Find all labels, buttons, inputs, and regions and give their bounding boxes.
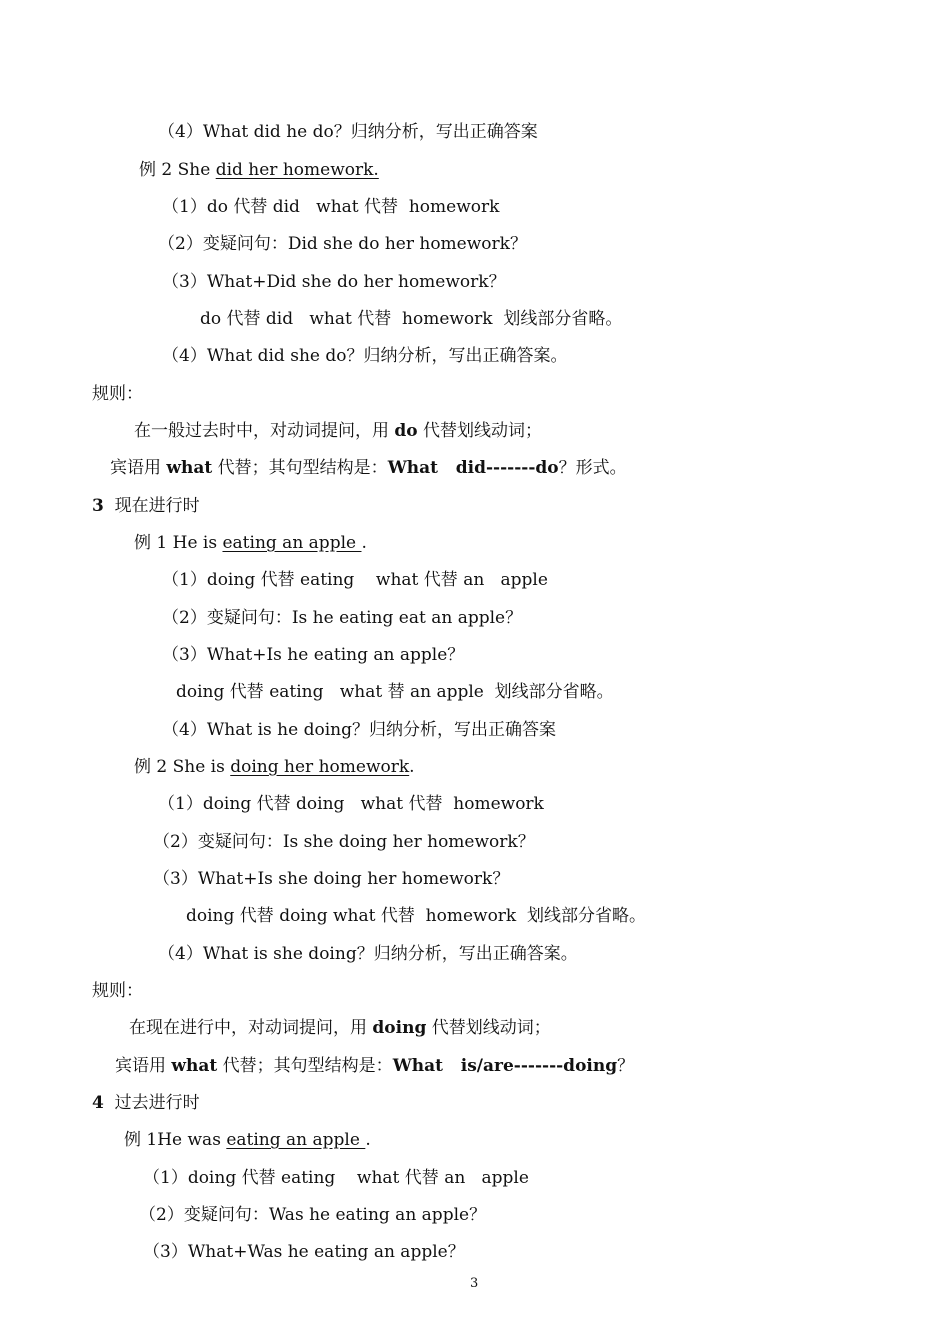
section-heading: 规则： <box>92 384 143 404</box>
text-line: （2）变疑问句：Did she do her homework？ <box>158 234 527 254</box>
text-line: do 代替 did what 代替 homework 划线部分省略。 <box>200 309 623 329</box>
text-line: （3）What+Did she do her homework？ <box>162 272 506 292</box>
underlined-phrase: eating an apple <box>222 533 362 553</box>
text-line: （4）What is she doing？归纳分析，写出正确答案。 <box>158 944 578 964</box>
section-heading: 4 过去进行时 <box>92 1093 200 1113</box>
section-heading: 规则： <box>92 981 143 1001</box>
text-line: （4）What is he doing？归纳分析，写出正确答案 <box>162 720 556 740</box>
text-line: doing 代替 eating what 替 an apple 划线部分省略。 <box>176 682 614 702</box>
page-number: 3 <box>470 1276 479 1291</box>
underlined-phrase: eating an apple <box>226 1130 366 1150</box>
text-line: （2）变疑问句：Was he eating an apple？ <box>139 1205 487 1225</box>
text-line: 例 1He was eating an apple . <box>124 1130 371 1150</box>
text-line: （1）do 代替 did what 代替 homework <box>162 197 500 217</box>
text-line: （4）What did she do？归纳分析，写出正确答案。 <box>162 346 568 366</box>
text-line: （2）变疑问句：Is he eating eat an apple？ <box>162 608 523 628</box>
text-line: 宾语用 what 代替；其句型结构是：What is/are-------doing？ <box>115 1056 635 1076</box>
underlined-phrase: doing her homework <box>230 757 410 777</box>
text-line: （2）变疑问句：Is she doing her homework？ <box>153 832 535 852</box>
text-line: 例 1 He is eating an apple . <box>134 533 367 553</box>
text-line: （1）doing 代替 doing what 代替 homework <box>158 794 544 814</box>
text-line: 在一般过去时中，对动词提问，用 do 代替划线动词； <box>134 421 543 441</box>
text-line: （3）What+Is he eating an apple？ <box>162 645 465 665</box>
text-line: doing 代替 doing what 代替 homework 划线部分省略。 <box>186 906 647 926</box>
text-line: （4）What did he do？归纳分析，写出正确答案 <box>158 122 538 142</box>
section-heading: 3 现在进行时 <box>92 496 200 516</box>
text-line: （3）What+Is she doing her homework？ <box>153 869 510 889</box>
text-line: 例 2 She is doing her homework. <box>134 757 415 777</box>
text-line: （3）What+Was he eating an apple？ <box>143 1242 465 1262</box>
text-line: （1）doing 代替 eating what 代替 an apple <box>162 570 548 590</box>
text-line: 宾语用 what 代替；其句型结构是：What did-------do？形式。 <box>110 458 627 478</box>
text-line: 在现在进行中，对动词提问，用 doing 代替划线动词； <box>129 1018 551 1038</box>
text-line: （1）doing 代替 eating what 代替 an apple <box>143 1168 529 1188</box>
underlined-phrase: did her homework. <box>215 160 379 180</box>
text-line: 例 2 She did her homework. <box>139 160 379 180</box>
